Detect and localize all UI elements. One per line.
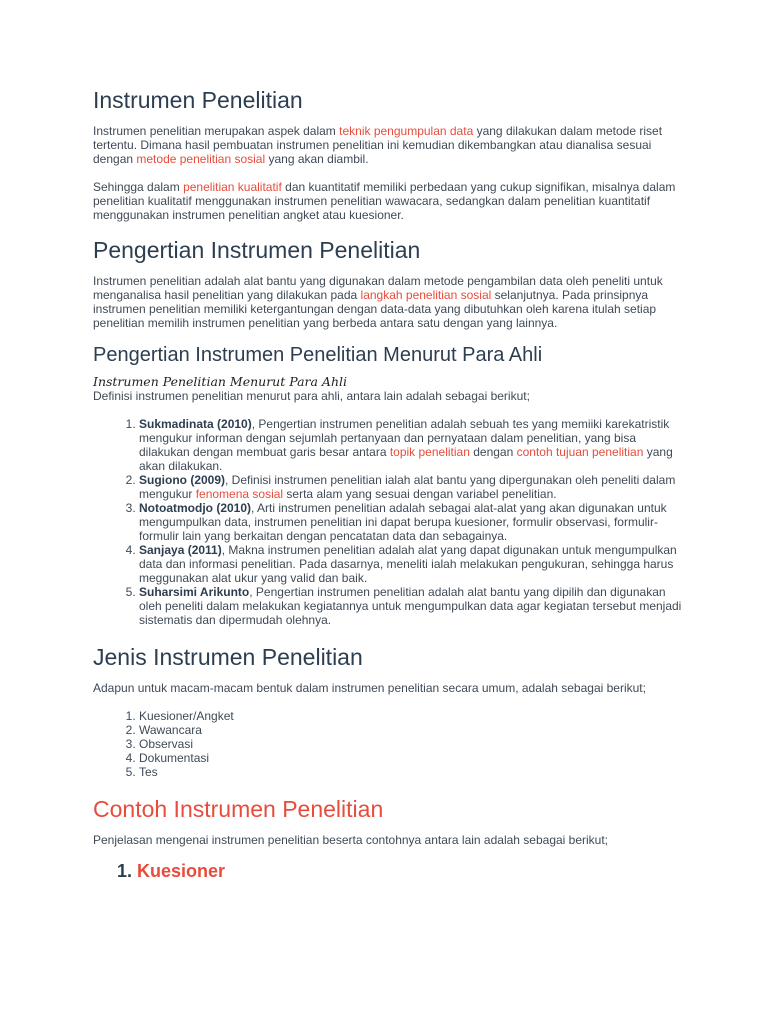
subheading-number: 1. [117, 861, 133, 881]
paragraph-contoh-intro: Penjelasan mengenai instrumen penelitian beserta contohnya antara lain adalah sebagai berikut; [93, 833, 609, 847]
paragraph-pengertian: Instrumen penelitian adalah alat bantu yang digunakan dalam metode pengambilan data oleh peneliti untuk menganalisa hasil penelitian yang dilakukan pada langkah penelitian sosial selanjutnya. Pada prinsipnya instrumen penelitian memiliki ketergantungan dengan data-data yang dibutuhkan oleh karena itulah setiap penelitian memilih instrumen penelitian yang berbeda antara satu dengan yang lainnya. [93, 274, 663, 330]
list-item: 3. Observasi [139, 737, 683, 751]
list-item-sanjaya: 4. Sanjaya (2011), Makna instrumen penelitian adalah alat yang dapat digunakan untuk mengumpulkan data dan informasi penelitian. Pada dasarnya, meneliti ialah melakukan pengukuran, sehingga harus meggunakan alat ukur yang valid dan baik. [139, 543, 683, 585]
link-langkah-penelitian-sosial[interactable]: langkah penelitian sosial [360, 288, 492, 302]
paragraph-intro-2: Sehingga dalam penelitian kualitatif dan kuantitatif memiliki perbedaan yang cukup signifikan, misalnya dalam penelitian kualitatif menggunakan instrumen penelitian wawacara, sedangkan dalam penelitian kuantitatif menggunakan instrumen penelitian angket atau kuesioner. [93, 180, 676, 222]
link-penelitian-kualitatif[interactable]: penelitian kualitatif [183, 180, 282, 194]
link-topik-penelitian[interactable]: topik penelitian [389, 445, 470, 459]
jenis-list [93, 709, 683, 779]
list-item: 1. Kuesioner/Angket [139, 709, 683, 723]
heading-pengertian: Pengertian Instrumen Penelitian [93, 237, 421, 263]
list-item-sukmadinata: 1. Sukmadinata (2010), Pengertian instrumen penelitian adalah sebuah tes yang memiiki karekatristik mengukur informan dengan sejumlah pertanyaan dan pernyataan dalam penelitian, yang bisa dilakukan dengan membuat garis besar antara topik penelitian dengan contoh tujuan penelitian yang akan dilakukan. [139, 417, 683, 473]
paragraph-jenis-intro: Adapun untuk macam-macam bentuk dalam instrumen penelitian secara umum, adalah sebagai berikut; [93, 681, 646, 695]
subheading-kuesioner [93, 860, 683, 882]
list-item-sugiono: 2. Sugiono (2009), Definisi instrumen penelitian ialah alat bantu yang dipergunakan oleh peneliti dalam mengukur fenomena sosial serta alam yang sesuai dengan variabel penelitian. [139, 473, 683, 501]
italic-caption: Instrumen Penelitian Menurut Para Ahli [93, 374, 348, 389]
link-metode-penelitian-sosial[interactable]: metode penelitian sosial [136, 152, 266, 166]
heading-contoh: Contoh Instrumen Penelitian [93, 796, 384, 822]
list-item: 2. Wawancara [139, 723, 683, 737]
heading-jenis: Jenis Instrumen Penelitian [93, 644, 363, 670]
heading-menurut-para-ahli: Pengertian Instrumen Penelitian Menurut Para Ahli [93, 344, 543, 366]
subheading-title: Kuesioner [137, 861, 226, 881]
paragraph-intro-1: Instrumen penelitian merupakan aspek dalam teknik pengumpulan data yang dilakukan dalam metode riset tertentu. Dimana hasil pembuatan instrumen penelitian ini kemudian dikembangkan atau dianalisa sesuai dengan metode penelitian sosial yang akan diambil. [93, 124, 663, 166]
link-contoh-tujuan-penelitian[interactable]: contoh tujuan penelitian [516, 445, 644, 459]
list-item: 4. Dokumentasi [139, 751, 683, 765]
experts-list [93, 417, 683, 627]
heading-instrumen-penelitian: Instrumen Penelitian [93, 87, 303, 113]
article-content [93, 86, 683, 882]
list-item: 5. Tes [139, 765, 683, 779]
link-teknik-pengumpulan-data[interactable]: teknik pengumpulan data [339, 124, 474, 138]
link-fenomena-sosial[interactable]: fenomena sosial [195, 487, 284, 501]
paragraph-definisi-intro: Definisi instrumen penelitian menurut para ahli, antara lain adalah sebagai berikut; [93, 389, 530, 403]
list-item-notoatmodjo: 3. Notoatmodjo (2010), Arti instrumen penelitian adalah sebagai alat-alat yang akan digunakan untuk mengumpulkan data, instrumen penelitian ini dapat berupa kuesioner, formulir observasi, formulir-formulir lain yang berkaitan dengan pencatatan data dan sebagainya. [139, 501, 683, 543]
list-item-arikunto: 5. Suharsimi Arikunto, Pengertian instrumen penelitian adalah alat bantu yang dipilih dan digunakan oleh peneliti dalam melakukan kegiatannya untuk mengumpulkan data agar kegiatan tersebut menjadi sistematis dan dipermudah olehnya. [139, 585, 683, 627]
